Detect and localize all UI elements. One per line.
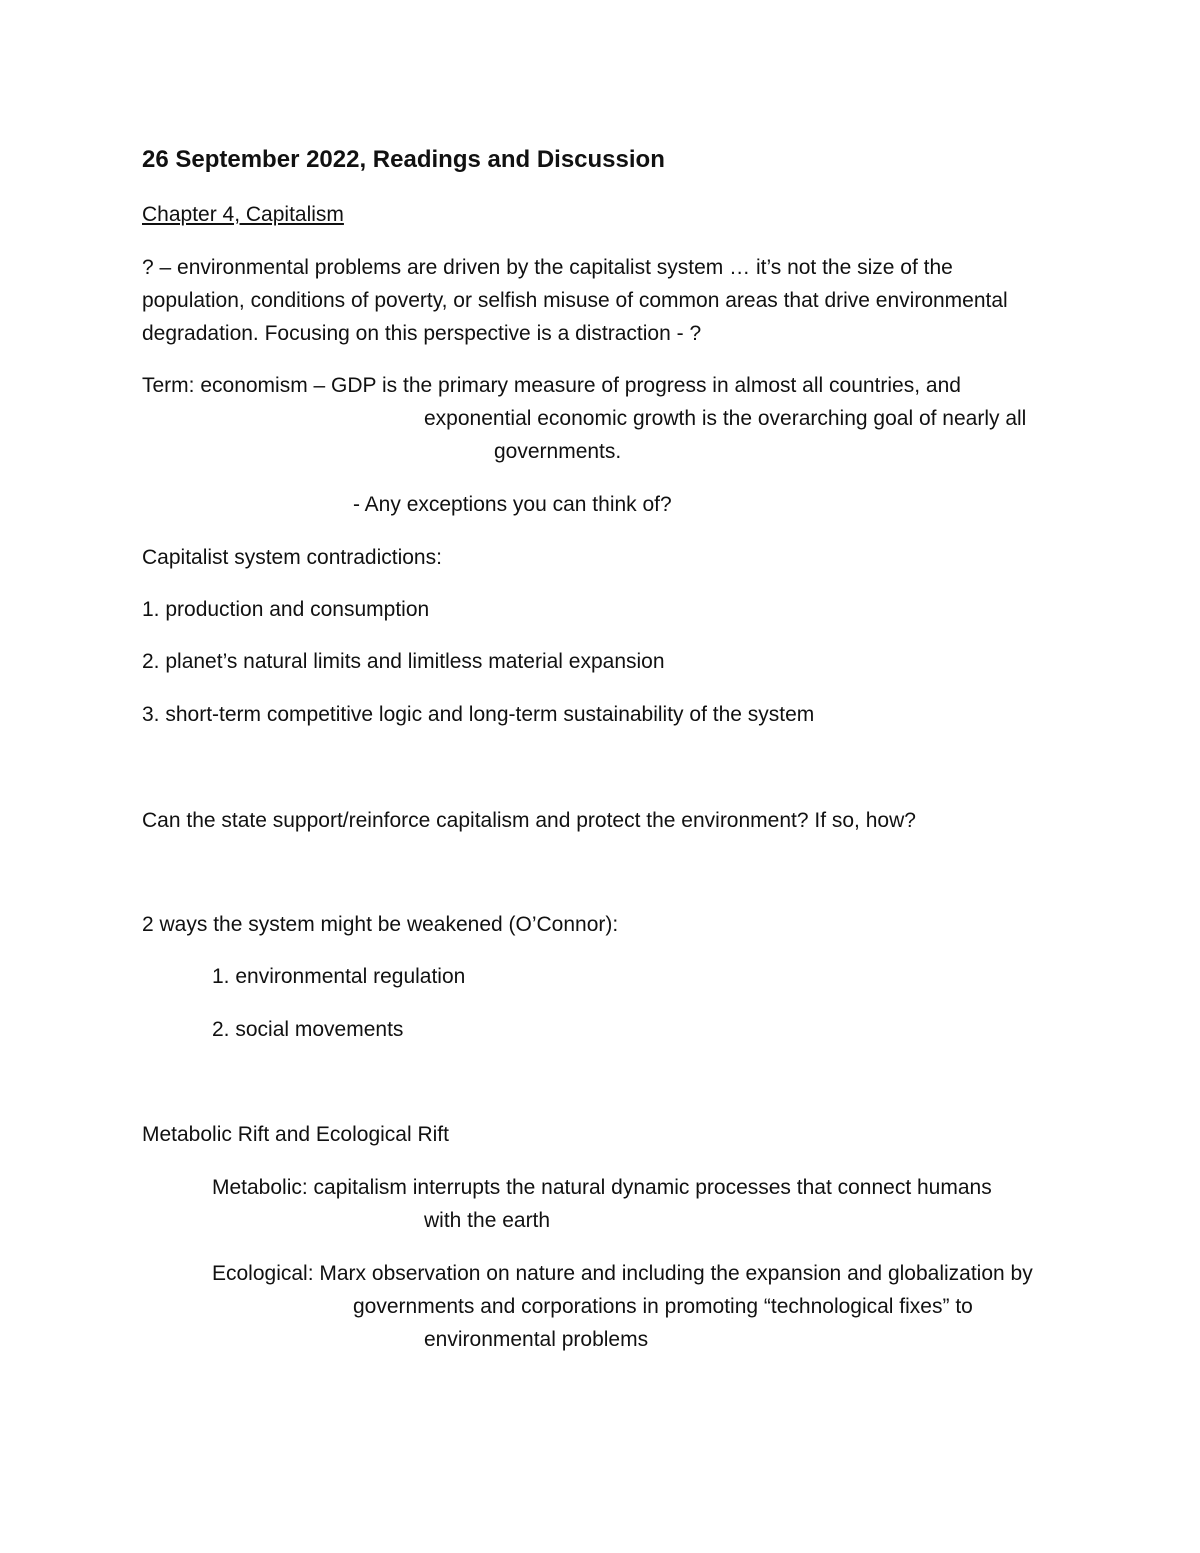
contradiction-item-1: 1. production and consumption xyxy=(142,598,430,621)
metabolic-line-2: with the earth xyxy=(424,1209,551,1232)
intro-line-2: population, conditions of poverty, or selfish misuse of common areas that drive environmental xyxy=(142,289,1008,312)
rift-heading: Metabolic Rift and Ecological Rift xyxy=(142,1123,449,1146)
page-title: 26 September 2022, Readings and Discussion xyxy=(142,146,665,173)
weakened-item-1: 1. environmental regulation xyxy=(212,965,466,988)
metabolic-line-1: Metabolic: capitalism interrupts the natural dynamic processes that connect humans xyxy=(212,1176,992,1199)
intro-line-1: ? – environmental problems are driven by the capitalist system … it’s not the size of the xyxy=(142,256,953,279)
term-line-1: Term: economism – GDP is the primary measure of progress in almost all countries, and xyxy=(142,374,961,397)
chapter-heading: Chapter 4, Capitalism xyxy=(142,203,344,226)
intro-line-3: degradation. Focusing on this perspective is a distraction - ? xyxy=(142,322,702,345)
contradictions-heading: Capitalist system contradictions: xyxy=(142,546,442,569)
contradiction-item-2: 2. planet’s natural limits and limitless material expansion xyxy=(142,650,665,673)
weakened-item-2: 2. social movements xyxy=(212,1018,404,1041)
term-question: - Any exceptions you can think of? xyxy=(353,493,672,516)
contradiction-item-3: 3. short-term competitive logic and long-term sustainability of the system xyxy=(142,703,815,726)
state-question: Can the state support/reinforce capitalism and protect the environment? If so, how? xyxy=(142,809,916,832)
ecological-line-3: environmental problems xyxy=(424,1328,649,1351)
weakened-heading: 2 ways the system might be weakened (O’Connor): xyxy=(142,913,619,936)
ecological-line-2: governments and corporations in promoting “technological fixes” to xyxy=(353,1295,973,1318)
term-line-2: exponential economic growth is the overarching goal of nearly all xyxy=(424,407,1027,430)
ecological-line-1: Ecological: Marx observation on nature and including the expansion and globalization by xyxy=(212,1262,1033,1285)
term-line-3: governments. xyxy=(494,440,622,463)
